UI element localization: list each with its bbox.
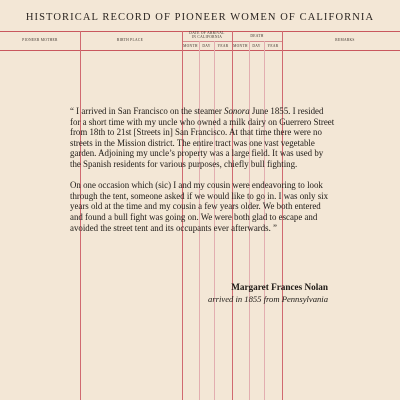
column-header-death: DEATH xyxy=(250,34,264,38)
column-header-pioneer-mother: PIONEER MOTHER xyxy=(22,38,58,42)
signature-name: Margaret Frances Nolan xyxy=(231,282,328,292)
quotation-paragraph xyxy=(70,106,335,170)
subheader-death-day: DAY xyxy=(252,44,261,48)
ship-name: Sonora xyxy=(224,106,250,116)
quotation-paragraph: On one occasion which (sic) I and my cousin were endeavoring to look through the tent, someone asked if we would like to go in. I was only six years old at the time and my cousin a few years older. We both entered and found a bull fight was going on. We were both glad to escape and avoided the street tent and its occupants ever afterwards. ” xyxy=(70,180,329,233)
quotation-paragraph-1-rest: June 1855. I resided for a short time with my uncle who owned a milk dairy on Guerrero Street from 18th to 21st [Streets in] San Francisco. At that time there were no streets in the Mission district. The entire tract was one vast vegetable garden. Adjoining my uncle’s property was a large field. It was used by the Spanish residents for various purposes, chiefly bull fighting. xyxy=(70,106,335,169)
subheader-arrival-year: YEAR xyxy=(217,44,229,48)
signature-block xyxy=(208,281,328,305)
subheader-arrival-day: DAY xyxy=(202,44,211,48)
subheader-death-month: MONTH xyxy=(233,44,248,48)
quotation-paragraph-1-start: “ I arrived in San Francisco on the steamer xyxy=(70,106,225,116)
column-header-remarks: REMARKS xyxy=(335,38,355,42)
signature-note: arrived in 1855 from Pennsylvania xyxy=(208,294,328,304)
page-title: HISTORICAL RECORD OF PIONEER WOMEN OF CALIFORNIA xyxy=(25,12,375,23)
column-header-birth-place: BIRTH PLACE xyxy=(116,38,144,42)
subheader-arrival-month: MONTH xyxy=(183,44,198,48)
header-bottom-rule xyxy=(0,50,400,51)
quotation-text xyxy=(70,106,335,244)
column-header-date-arrival-line1: DATE OF ARRIVAL xyxy=(189,31,225,35)
subheader-death-year: YEAR xyxy=(267,44,279,48)
column-header-date-arrival-line2: IN CALIFORNIA xyxy=(191,34,223,39)
column-header-date-arrival xyxy=(182,32,232,40)
